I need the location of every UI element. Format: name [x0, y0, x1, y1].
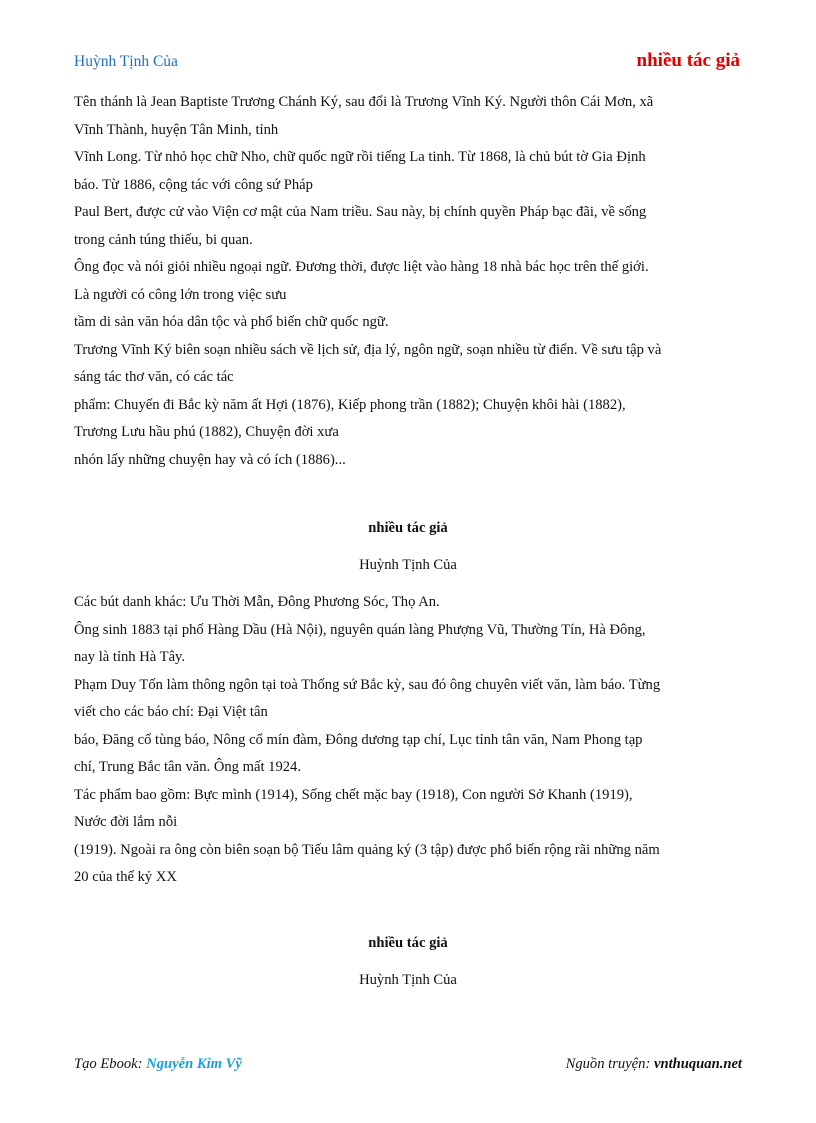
paragraph-line: Vĩnh Thành, huyện Tân Minh, tỉnh: [74, 121, 279, 138]
section-2-body: [74, 589, 744, 892]
paragraph-line: báo. Từ 1886, cộng tác với công sứ Pháp: [74, 176, 313, 193]
section-3-heading: nhiều tác giả: [368, 935, 448, 951]
paragraph-line: Trương Lưu hầu phú (1882), Chuyện đời xưa: [74, 424, 339, 440]
paragraph-line: Tên thánh là Jean Baptiste Trương Chánh Ký, sau đổi là Trương Vĩnh Ký. Người thôn Cái Mơn, xã: [74, 94, 654, 110]
paragraph-line: Paul Bert, được cử vào Viện cơ mật của Nam triều. Sau này, bị chính quyền Pháp bạc đãi, về sống: [74, 204, 647, 220]
footer-source-site: vnthuquan.net: [653, 1056, 742, 1072]
paragraph-line: Các bút danh khác: Ưu Thời Mẫn, Đông Phương Sóc, Thọ An.: [74, 594, 440, 610]
footer-ebook-author: Nguyễn Kim Vỹ: [146, 1056, 242, 1072]
footer-source-credit: [566, 1056, 742, 1073]
paragraph-line: trong cảnh túng thiếu, bi quan.: [74, 231, 253, 248]
footer-separator: :: [645, 1056, 654, 1072]
paragraph-line: Phạm Duy Tốn làm thông ngôn tại toà Thống sứ Bắc kỳ, sau đó ông chuyên viết văn, làm báo. Từng: [74, 676, 661, 693]
paragraph-line: tầm di sản văn hóa dân tộc và phổ biến chữ quốc ngữ.: [74, 314, 389, 330]
paragraph-line: Ông sinh 1883 tại phố Hàng Dầu (Hà Nội), nguyên quán làng Phượng Vũ, Thường Tín, Hà Đông,: [74, 621, 646, 638]
section-2-subheading: Huỳnh Tịnh Của: [359, 557, 457, 573]
paragraph-line: Tác phẩm bao gồm: Bực mình (1914), Sống chết mặc bay (1918), Con người Sở Khanh (1919),: [74, 786, 633, 803]
paragraph-line: nay là tỉnh Hà Tây.: [74, 649, 186, 665]
paragraph-line: viết cho các báo chí: Đại Việt tân: [74, 704, 268, 720]
paragraph-line: 20 của thế kỷ XX: [74, 869, 177, 885]
section-1-body: [74, 89, 744, 474]
footer-separator: :: [137, 1056, 147, 1072]
paragraph-line: Nước đời lắm nỗi: [74, 814, 178, 830]
paragraph-line: Vĩnh Long. Từ nhỏ học chữ Nho, chữ quốc ngữ rồi tiếng La tinh. Từ 1868, là chủ bút tờ Gia Định: [74, 149, 646, 165]
paragraph-line: Là người có công lớn trong việc sưu: [74, 286, 287, 303]
paragraph-line: (1919). Ngoài ra ông còn biên soạn bộ Tiếu lâm quảng ký (3 tập) được phổ biến rộng rãi những năm: [74, 841, 660, 858]
footer-ebook-label: Tạo Ebook: [74, 1056, 138, 1072]
footer-ebook-credit: [74, 1056, 242, 1073]
header-collection-title: nhiều tác giả: [636, 50, 740, 71]
paragraph-line: sáng tác thơ văn, có các tác: [74, 369, 234, 385]
paragraph-line: phẩm: Chuyến đi Bắc kỳ năm ất Hợi (1876), Kiếp phong trần (1882); Chuyện khôi hài (1882),: [74, 396, 626, 413]
paragraph-line: Trương Vĩnh Ký biên soạn nhiều sách về lịch sử, địa lý, ngôn ngữ, soạn nhiều từ điển. Về sưu tập và: [74, 341, 662, 358]
paragraph-line: báo, Đăng cổ tùng báo, Nông cổ mín đàm, Đông dương tạp chí, Lục tỉnh tân văn, Nam Phong tạp: [74, 731, 643, 748]
paragraph-line: chí, Trung Bắc tân văn. Ông mất 1924.: [74, 759, 301, 775]
header-author: Huỳnh Tịnh Của: [74, 53, 178, 70]
section-3-subheading: Huỳnh Tịnh Của: [359, 972, 457, 988]
footer-source-label: Nguồn truyện: [565, 1056, 646, 1072]
paragraph-line: Ông đọc và nói giỏi nhiều ngoại ngữ. Đương thời, được liệt vào hàng 18 nhà bác học trên thế giới.: [74, 259, 649, 275]
section-2-heading: nhiều tác giả: [368, 520, 448, 536]
paragraph-line: nhón lấy những chuyện hay và có ích (1886)...: [74, 451, 346, 468]
